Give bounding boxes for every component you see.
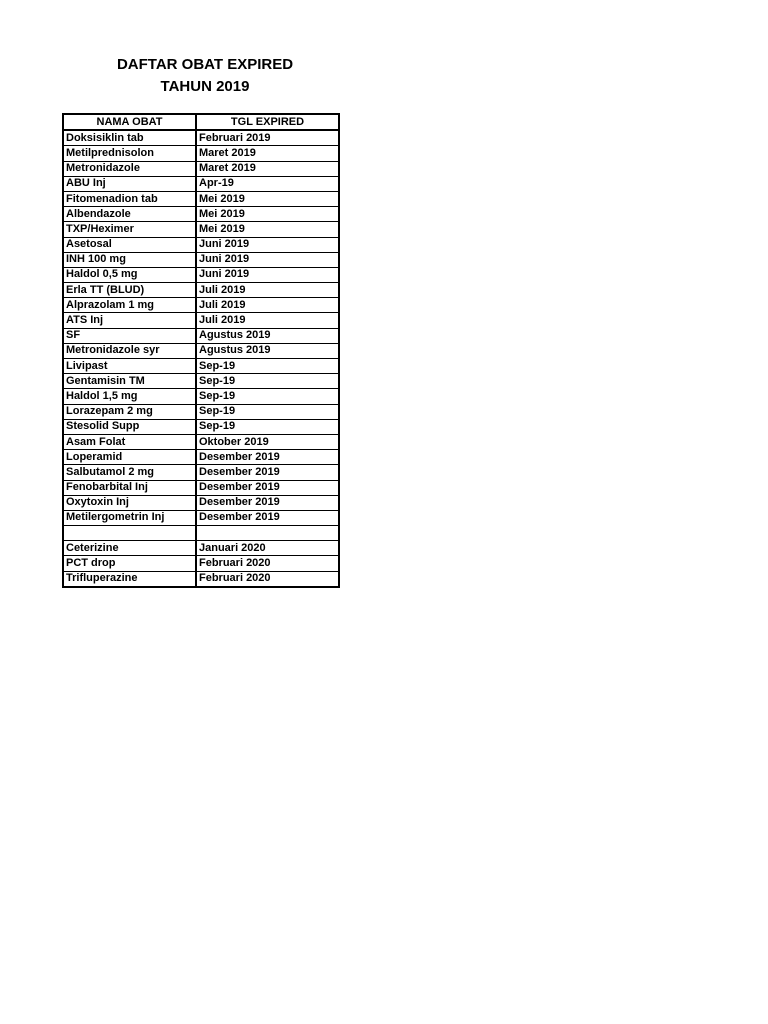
expiry-date-cell: Mei 2019: [196, 222, 339, 237]
table-row: [63, 450, 339, 465]
table-row: [63, 571, 339, 587]
drug-name-cell: Metronidazole: [63, 161, 196, 176]
expiry-date-cell: Juli 2019: [196, 283, 339, 298]
table-row: [63, 389, 339, 404]
drug-name-cell: Erla TT (BLUD): [63, 283, 196, 298]
expiry-date-cell: Sep-19: [196, 374, 339, 389]
expiry-date-cell: Maret 2019: [196, 161, 339, 176]
table-row: [63, 556, 339, 571]
expiry-date-cell: Februari 2019: [196, 130, 339, 146]
drug-name-cell: Stesolid Supp: [63, 419, 196, 434]
table-row: [63, 328, 339, 343]
table-row: [63, 237, 339, 252]
drug-name-cell: INH 100 mg: [63, 252, 196, 267]
table-row: [63, 176, 339, 191]
table-row: [63, 161, 339, 176]
table-row: [63, 359, 339, 374]
drug-name-cell: Gentamisin TM: [63, 374, 196, 389]
table-row: [63, 252, 339, 267]
drug-name-cell: Salbutamol 2 mg: [63, 465, 196, 480]
drug-name-cell: Haldol 0,5 mg: [63, 267, 196, 282]
expiry-date-cell: Juni 2019: [196, 267, 339, 282]
drug-name-cell: Fenobarbital Inj: [63, 480, 196, 495]
table-row: [63, 207, 339, 222]
table-row: [63, 480, 339, 495]
drug-name-cell: Metronidazole syr: [63, 343, 196, 358]
title-line-2: TAHUN 2019: [160, 78, 250, 95]
expiry-date-cell: Januari 2020: [196, 541, 339, 556]
table-row: [63, 404, 339, 419]
expiry-date-cell: Desember 2019: [196, 510, 339, 525]
expiry-date-cell: Agustus 2019: [196, 343, 339, 358]
drug-name-cell: ABU Inj: [63, 176, 196, 191]
expiry-date-cell: Februari 2020: [196, 571, 339, 587]
expiry-date-cell: Sep-19: [196, 419, 339, 434]
table-row: [63, 267, 339, 282]
table-row: [63, 283, 339, 298]
table-row: [63, 541, 339, 556]
expiry-date-cell: Sep-19: [196, 404, 339, 419]
drug-name-cell: [63, 526, 196, 541]
drug-name-cell: Metilprednisolon: [63, 146, 196, 161]
expiry-date-cell: Mei 2019: [196, 207, 339, 222]
table-row: [63, 298, 339, 313]
expired-drug-table: [62, 113, 340, 588]
table-row: [63, 313, 339, 328]
expiry-date-cell: Sep-19: [196, 389, 339, 404]
table-row: [63, 510, 339, 525]
drug-name-cell: Doksisiklin tab: [63, 130, 196, 146]
expiry-date-cell: Juli 2019: [196, 298, 339, 313]
drug-name-cell: Asetosal: [63, 237, 196, 252]
drug-name-cell: Fitomenadion tab: [63, 191, 196, 206]
table-header-row: [63, 114, 339, 130]
table-row: [63, 495, 339, 510]
drug-name-cell: Albendazole: [63, 207, 196, 222]
expiry-date-cell: Juni 2019: [196, 237, 339, 252]
expiry-date-cell: Desember 2019: [196, 465, 339, 480]
table-row: [63, 374, 339, 389]
expiry-date-cell: Mei 2019: [196, 191, 339, 206]
document-title: [62, 54, 348, 98]
expiry-date-cell: Juni 2019: [196, 252, 339, 267]
expiry-date-cell: [196, 526, 339, 541]
drug-name-cell: TXP/Heximer: [63, 222, 196, 237]
drug-name-cell: Trifluperazine: [63, 571, 196, 587]
table-row: [63, 434, 339, 449]
drug-name-cell: Lorazepam 2 mg: [63, 404, 196, 419]
drug-name-cell: ATS Inj: [63, 313, 196, 328]
expiry-date-cell: Agustus 2019: [196, 328, 339, 343]
drug-name-cell: PCT drop: [63, 556, 196, 571]
drug-name-cell: SF: [63, 328, 196, 343]
expiry-date-cell: Juli 2019: [196, 313, 339, 328]
column-header-expiry-date: TGL EXPIRED: [196, 114, 339, 130]
expiry-date-cell: Desember 2019: [196, 450, 339, 465]
drug-name-cell: Oxytoxin Inj: [63, 495, 196, 510]
expiry-date-cell: Sep-19: [196, 359, 339, 374]
table-row: [63, 419, 339, 434]
table-row: [63, 343, 339, 358]
expiry-date-cell: Desember 2019: [196, 480, 339, 495]
drug-name-cell: Loperamid: [63, 450, 196, 465]
expiry-date-cell: Oktober 2019: [196, 434, 339, 449]
expiry-date-cell: Maret 2019: [196, 146, 339, 161]
drug-name-cell: Alprazolam 1 mg: [63, 298, 196, 313]
expiry-date-cell: Apr-19: [196, 176, 339, 191]
table-row: [63, 465, 339, 480]
table-row: [63, 130, 339, 146]
table-row: [63, 191, 339, 206]
expiry-date-cell: Februari 2020: [196, 556, 339, 571]
drug-name-cell: Haldol 1,5 mg: [63, 389, 196, 404]
expiry-date-cell: Desember 2019: [196, 495, 339, 510]
table-body: [63, 130, 339, 587]
drug-name-cell: Ceterizine: [63, 541, 196, 556]
table-row: [63, 526, 339, 541]
table-row: [63, 146, 339, 161]
drug-name-cell: Metilergometrin Inj: [63, 510, 196, 525]
title-line-1: DAFTAR OBAT EXPIRED: [116, 56, 294, 73]
column-header-drug-name: NAMA OBAT: [63, 114, 196, 130]
table-row: [63, 222, 339, 237]
drug-name-cell: Livipast: [63, 359, 196, 374]
drug-name-cell: Asam Folat: [63, 434, 196, 449]
